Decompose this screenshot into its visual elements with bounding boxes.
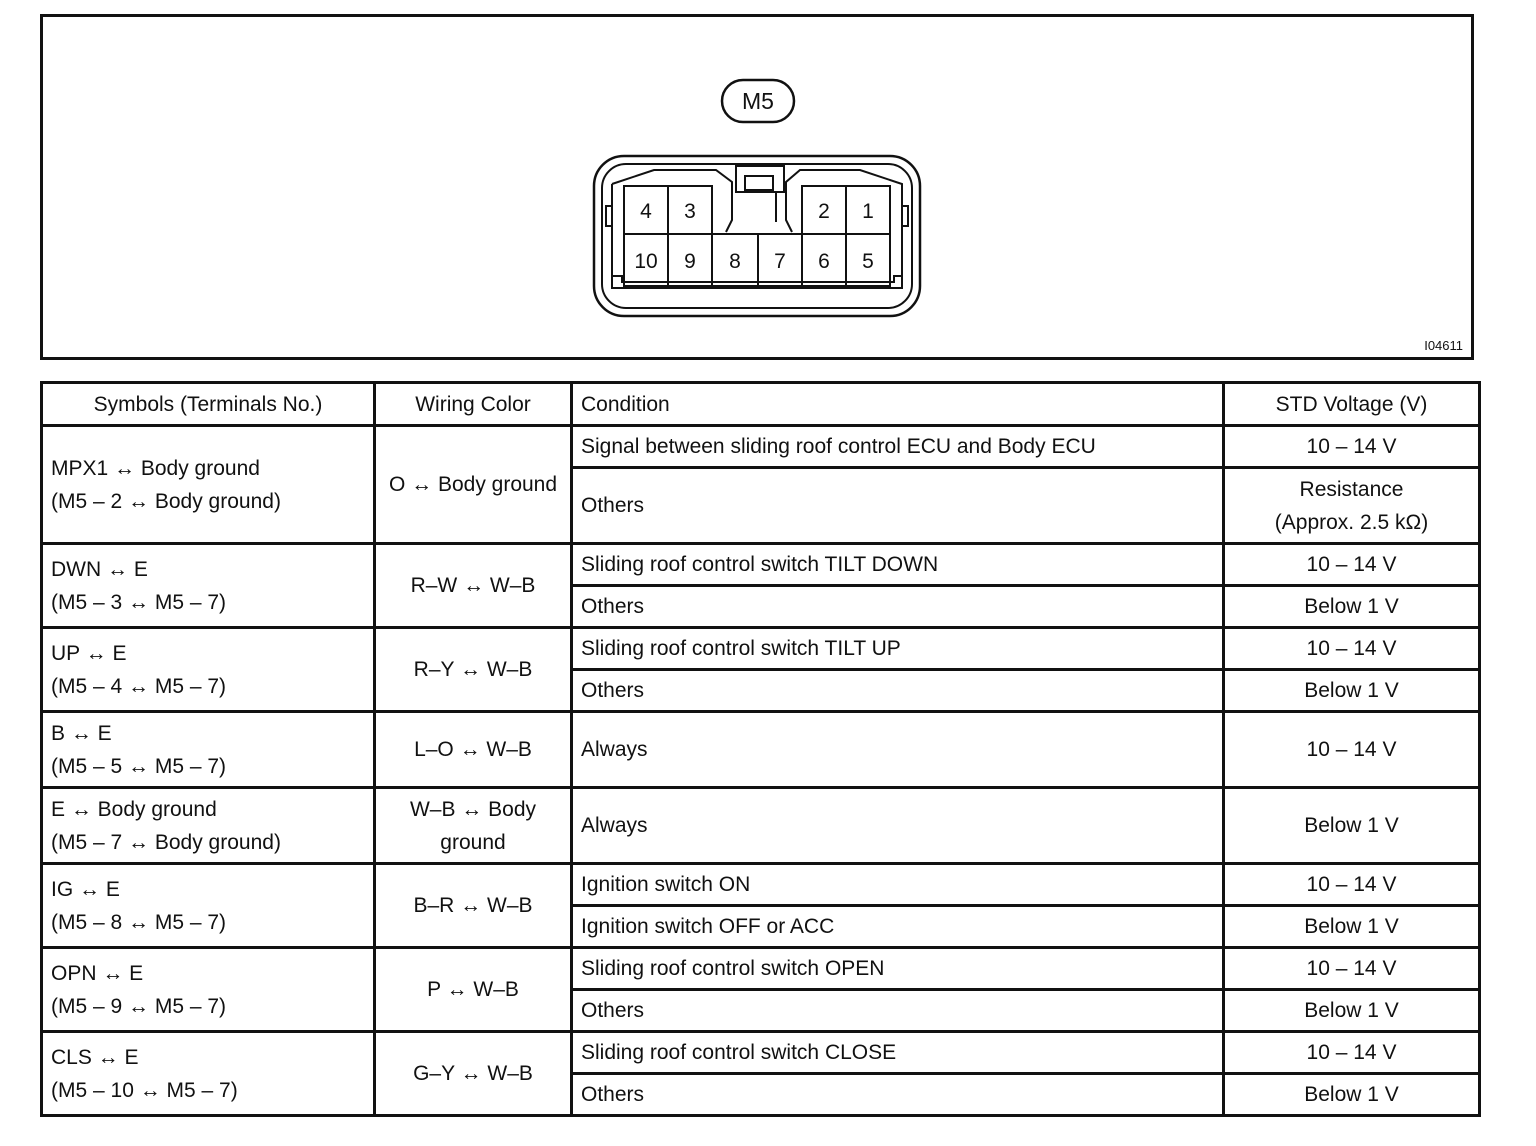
wiring-color-cell (375, 628, 572, 712)
wiring-color-text: L–O ↔ W–B (414, 738, 532, 761)
pin-1: 1 (862, 200, 874, 223)
terminal-numbers: (M5 – 5 ↔ M5 – 7) (51, 754, 227, 778)
std-voltage-text: Below 1 V (1304, 595, 1399, 618)
wiring-color-cell (375, 948, 572, 1032)
condition-cell: Sliding roof control switch TILT DOWN (572, 544, 1224, 586)
symbol-text: E ↔ Body ground (51, 797, 217, 821)
std-voltage-text: Below 1 V (1304, 1083, 1399, 1106)
std-voltage-text: 10 – 14 V (1306, 738, 1397, 761)
wiring-color-cell (375, 864, 572, 948)
terminal-numbers: (M5 – 2 ↔ Body ground) (51, 489, 281, 513)
condition-cell: Others (572, 670, 1224, 712)
terminal-numbers: (M5 – 9 ↔ M5 – 7) (51, 994, 227, 1018)
connector-diagram (0, 0, 1534, 370)
std-voltage-text: 10 – 14 V (1306, 553, 1397, 576)
header-condition: Condition (572, 383, 1224, 426)
std-voltage-text: Resistance (1299, 477, 1404, 501)
condition-cell: Sliding roof control switch OPEN (572, 948, 1224, 990)
table-row (42, 544, 1480, 586)
terminal-numbers: (M5 – 8 ↔ M5 – 7) (51, 910, 227, 934)
table-row (42, 948, 1480, 990)
symbol-cell (42, 864, 375, 948)
pin-4: 4 (640, 200, 652, 223)
std-voltage-text: Below 1 V (1304, 999, 1399, 1022)
table-row (42, 628, 1480, 670)
table-row (42, 788, 1480, 864)
condition-cell: Always (572, 712, 1224, 788)
terminal-voltage-table (40, 381, 1481, 1117)
wiring-color-text: B–R ↔ W–B (413, 894, 533, 917)
wiring-color-cell (375, 788, 572, 864)
std-voltage-cell (1224, 1074, 1480, 1116)
condition-cell: Signal between sliding roof control ECU and Body ECU (572, 426, 1224, 468)
terminal-numbers: (M5 – 3 ↔ M5 – 7) (51, 590, 227, 614)
std-voltage-cell (1224, 948, 1480, 990)
connector-label: M5 (742, 88, 774, 114)
figure-id: I04611 (1424, 338, 1463, 353)
symbol-cell (42, 948, 375, 1032)
std-voltage-text: 10 – 14 V (1306, 637, 1397, 660)
condition-cell: Others (572, 1074, 1224, 1116)
symbol-cell (42, 426, 375, 544)
symbol-text: CLS ↔ E (51, 1045, 139, 1069)
std-voltage-cell (1224, 586, 1480, 628)
header-std-voltage: STD Voltage (V) (1224, 383, 1480, 426)
condition-cell: Others (572, 586, 1224, 628)
condition-cell: Others (572, 990, 1224, 1032)
std-voltage-cell (1224, 426, 1480, 468)
connector-pins (624, 186, 890, 286)
std-voltage-cell (1224, 1032, 1480, 1074)
pin-10: 10 (634, 250, 658, 273)
terminal-numbers: (M5 – 10 ↔ M5 – 7) (51, 1078, 238, 1102)
std-voltage-text: 10 – 14 V (1306, 957, 1397, 980)
symbol-text: B ↔ E (51, 721, 112, 745)
std-voltage-cell (1224, 670, 1480, 712)
terminal-numbers: (M5 – 4 ↔ M5 – 7) (51, 674, 227, 698)
wiring-color-text: R–Y ↔ W–B (413, 658, 533, 681)
wiring-color-cell (375, 544, 572, 628)
std-voltage-text: 10 – 14 V (1306, 873, 1397, 896)
pin-2: 2 (818, 200, 830, 223)
std-voltage-cell (1224, 788, 1480, 864)
pin-3: 3 (684, 200, 696, 223)
terminal-numbers: (M5 – 7 ↔ Body ground) (51, 830, 281, 854)
wiring-color-cell (375, 1032, 572, 1116)
table-row (42, 864, 1480, 906)
std-voltage-text: Below 1 V (1304, 679, 1399, 702)
wiring-color-text: O ↔ Body ground (388, 473, 558, 496)
symbol-text: IG ↔ E (51, 877, 120, 901)
wiring-color-text: W–B ↔ Body (409, 797, 537, 821)
std-voltage-cell (1224, 544, 1480, 586)
std-voltage-text: Below 1 V (1304, 814, 1399, 837)
std-voltage-text: 10 – 14 V (1306, 1041, 1397, 1064)
wiring-color-text: P ↔ W–B (427, 978, 519, 1001)
symbol-cell (42, 712, 375, 788)
table-row (42, 426, 1480, 468)
std-voltage-cell (1224, 628, 1480, 670)
condition-cell: Ignition switch ON (572, 864, 1224, 906)
pin-5: 5 (862, 250, 874, 273)
std-voltage-text: (Approx. 2.5 kΩ) (1274, 510, 1429, 534)
std-voltage-cell (1224, 990, 1480, 1032)
symbol-cell (42, 628, 375, 712)
symbol-text: UP ↔ E (51, 641, 127, 665)
std-voltage-cell (1224, 468, 1480, 544)
std-voltage-text: Below 1 V (1304, 915, 1399, 938)
connector-latch (736, 166, 784, 192)
symbol-text: DWN ↔ E (51, 557, 148, 581)
condition-cell: Always (572, 788, 1224, 864)
condition-cell: Ignition switch OFF or ACC (572, 906, 1224, 948)
symbol-cell (42, 1032, 375, 1116)
table-row (42, 712, 1480, 788)
pin-8: 8 (729, 250, 741, 273)
std-voltage-cell (1224, 712, 1480, 788)
pin-9: 9 (684, 250, 696, 273)
wiring-color-text: ground (440, 830, 506, 854)
condition-cell: Sliding roof control switch TILT UP (572, 628, 1224, 670)
symbol-cell (42, 788, 375, 864)
symbol-text: MPX1 ↔ Body ground (51, 456, 260, 480)
wiring-color-cell (375, 426, 572, 544)
symbol-cell (42, 544, 375, 628)
connector-latch-window (745, 176, 773, 190)
pin-7: 7 (774, 250, 786, 273)
condition-cell: Sliding roof control switch CLOSE (572, 1032, 1224, 1074)
wiring-color-text: G–Y ↔ W–B (413, 1062, 533, 1085)
wiring-color-text: R–W ↔ W–B (410, 574, 536, 597)
std-voltage-text: 10 – 14 V (1306, 435, 1397, 458)
header-wiring-color: Wiring Color (375, 383, 572, 426)
table-header-row (42, 383, 1480, 426)
wiring-color-cell (375, 712, 572, 788)
std-voltage-cell (1224, 906, 1480, 948)
std-voltage-cell (1224, 864, 1480, 906)
symbol-text: OPN ↔ E (51, 961, 144, 985)
condition-cell: Others (572, 468, 1224, 544)
pin-6: 6 (818, 250, 830, 273)
table-row (42, 1032, 1480, 1074)
header-symbols: Symbols (Terminals No.) (42, 383, 375, 426)
